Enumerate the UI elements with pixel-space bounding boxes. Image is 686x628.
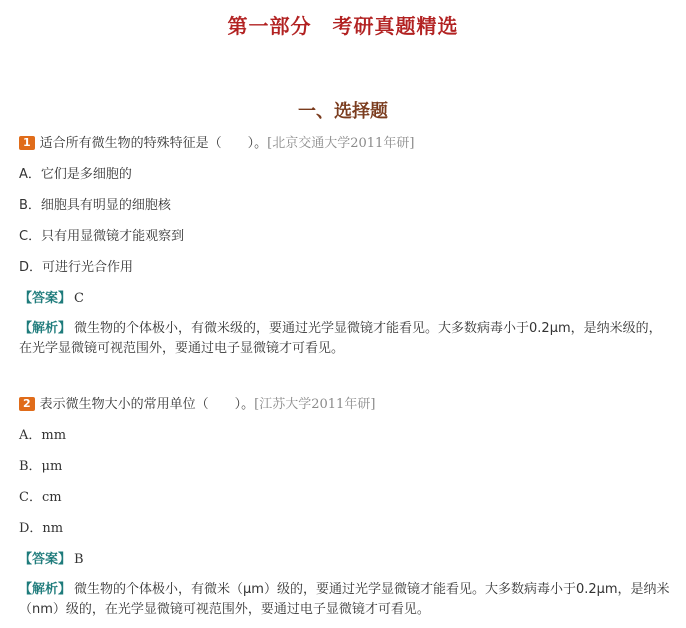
- question-2-answer: [19, 552, 84, 568]
- section-title: 一、选择题: [298, 101, 388, 122]
- question-source: [江苏大学2011年研]: [254, 397, 376, 412]
- question-2-option-a: A．mm: [19, 428, 67, 443]
- question-1-analysis: [19, 319, 671, 359]
- answer-value: B: [74, 552, 84, 567]
- answer-label: 【答案】: [19, 552, 72, 567]
- question-2-stem-line: [19, 397, 375, 413]
- analysis-label: 【解析】: [19, 321, 72, 336]
- question-1-option-c: C．只有用显微镜才能观察到: [19, 229, 185, 244]
- question-1-option-b: B．细胞具有明显的细胞核: [19, 198, 171, 213]
- question-1-stem-line: [19, 136, 414, 152]
- question-number-badge: 1: [19, 136, 35, 150]
- analysis-text: 微生物的个体极小，有微米（μm）级的，要通过光学显微镜才能看见。大多数病毒小于0.2μm，是纳米（nm）级的，在光学显微镜可视范围外，要通过电子显微镜才可看见。: [19, 582, 670, 617]
- question-1-answer: [19, 291, 84, 307]
- answer-label: 【答案】: [19, 291, 72, 306]
- part-title: 第一部分 考研真题精选: [227, 14, 459, 38]
- analysis-text: 微生物的个体极小，有微米级的，要通过光学显微镜才能看见。大多数病毒小于0.2μm，是纳米级的，在光学显微镜可视范围外，要通过电子显微镜才可看见。: [19, 321, 662, 356]
- question-2-analysis: [19, 580, 671, 620]
- analysis-label: 【解析】: [19, 582, 72, 597]
- question-2-option-c: C．cm: [19, 490, 62, 505]
- question-stem: 表示微生物大小的常用单位（ ）。: [39, 397, 255, 412]
- question-stem: 适合所有微生物的特殊特征是（ ）。: [39, 136, 268, 151]
- question-1-option-a: A．它们是多细胞的: [19, 167, 132, 182]
- question-number-badge: 2: [19, 397, 35, 411]
- question-1-option-d: D．可进行光合作用: [19, 260, 134, 275]
- question-source: [北京交通大学2011年研]: [267, 136, 415, 151]
- answer-value: C: [74, 291, 84, 306]
- question-2-option-b: B．μm: [19, 459, 63, 474]
- question-2-option-d: D．nm: [19, 521, 64, 536]
